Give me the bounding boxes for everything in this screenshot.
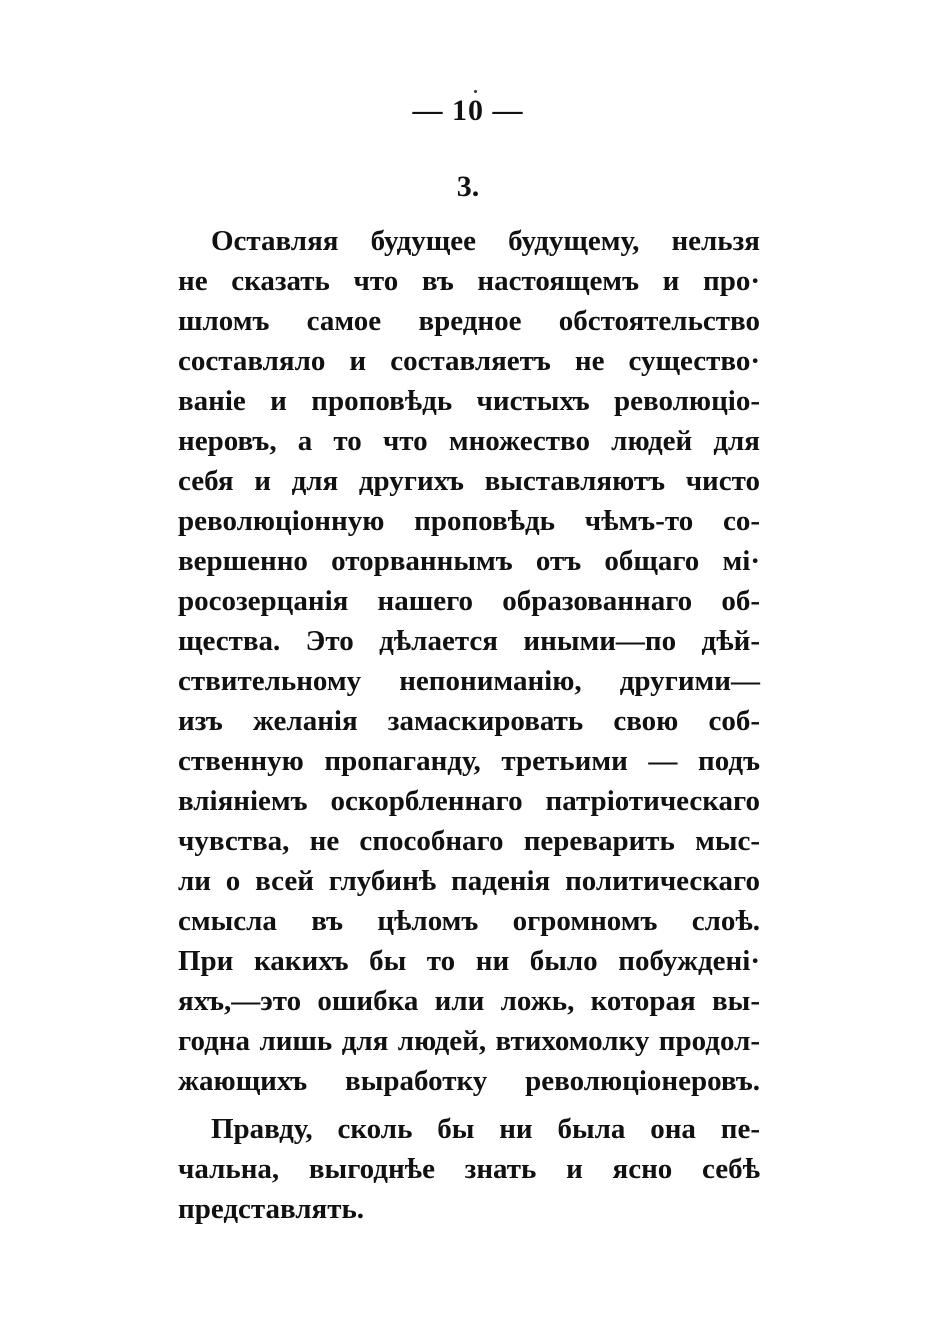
text-line: росозерцанія нашего образованнаго об- xyxy=(178,585,760,617)
text-line: не сказать что въ настоящемъ и про· xyxy=(178,265,760,297)
page-number: — 10 — xyxy=(412,94,524,127)
text-line: ли о всей глубинѣ паденія политическаго xyxy=(178,865,760,897)
text-line: представлять. xyxy=(178,1193,365,1225)
text-line: ственную пропаганду, третьими — подъ xyxy=(178,745,760,777)
text-line: вліяніемъ оскорбленнаго патріотическаго xyxy=(178,785,760,817)
text-line: Оставляя будущее будущему, нельзя xyxy=(211,225,760,257)
text-line: шломъ самое вредное обстоятельство xyxy=(178,305,760,337)
text-line: яхъ,—это ошибка или ложь, которая вы- xyxy=(178,985,760,1017)
text-line: ваніе и проповѣдь чистыхъ революціо- xyxy=(178,385,760,417)
section-number: 3. xyxy=(456,170,480,203)
text-line: вершенно оторваннымъ отъ общаго мі· xyxy=(178,545,760,577)
text-line: себя и для другихъ выставляютъ чисто xyxy=(178,465,760,497)
text-line: щества. Это дѣлается иными—по дѣй- xyxy=(178,625,760,657)
text-line: жающихъ выработку революціонеровъ. xyxy=(178,1065,760,1097)
text-line: годна лишь для людей, втихомолку продол- xyxy=(178,1025,760,1057)
text-line: смысла въ цѣломъ огромномъ слоѣ. xyxy=(178,905,760,937)
body-text xyxy=(178,221,760,1229)
text-line: ствительному непониманію, другими— xyxy=(178,665,760,697)
text-line: изъ желанія замаскировать свою соб- xyxy=(178,705,760,737)
text-line: неровъ, а то что множество людей для xyxy=(178,425,760,457)
text-line: чувства, не способнаго переварить мыс- xyxy=(178,825,760,857)
text-line: составляло и составляетъ не существо· xyxy=(178,345,760,377)
text-line: чальна, выгоднѣе знать и ясно себѣ xyxy=(178,1153,760,1185)
page-speck xyxy=(474,90,477,93)
text-line: революціонную проповѣдь чѣмъ-то со- xyxy=(178,505,760,537)
text-line: При какихъ бы то ни было побужденi· xyxy=(178,945,760,977)
text-line: Правду, сколь бы ни была она пе- xyxy=(211,1113,760,1145)
